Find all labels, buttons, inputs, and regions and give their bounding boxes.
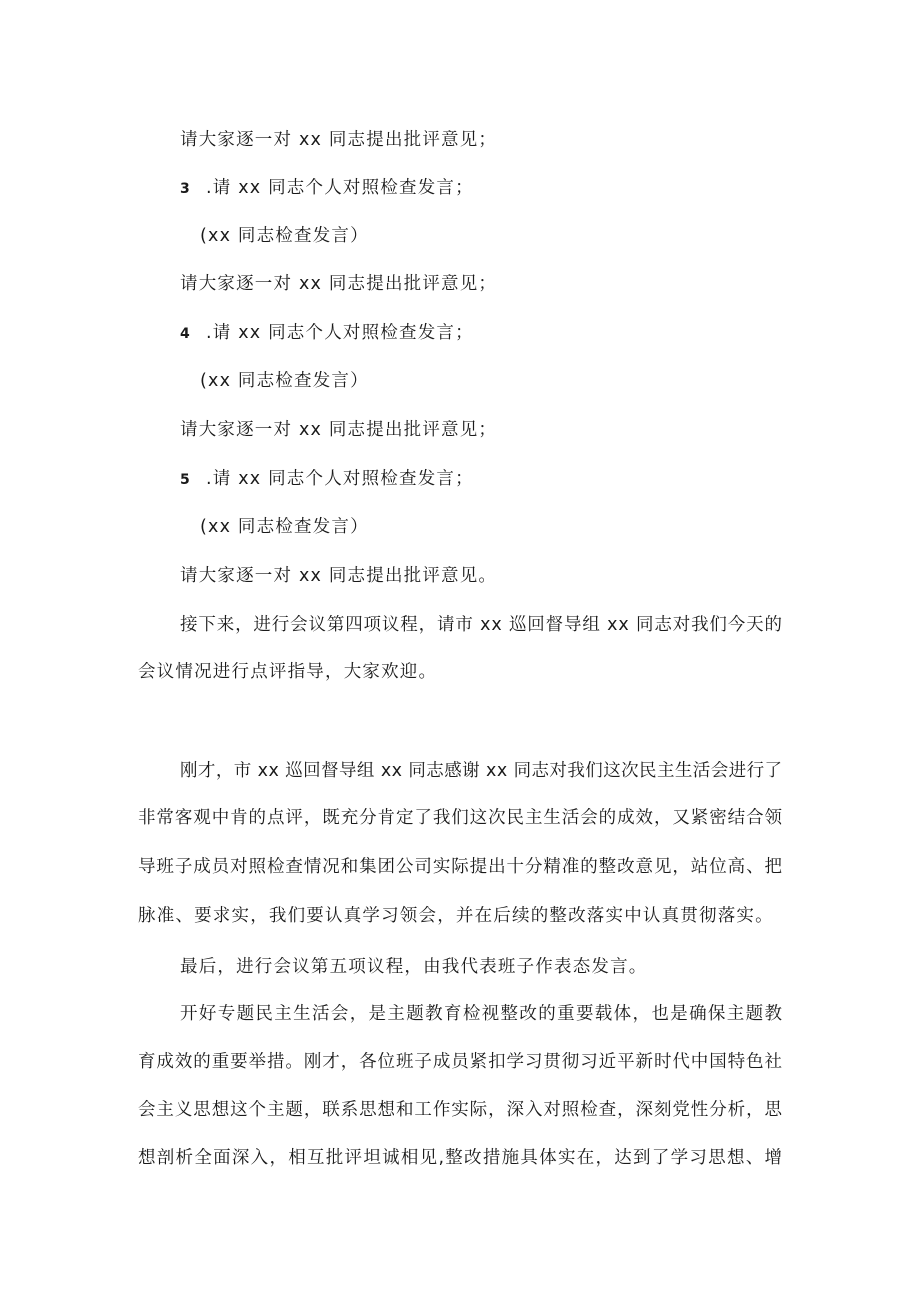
- item-number: 3: [180, 181, 190, 197]
- numbered-item: [180, 176, 474, 201]
- item-dot: .: [206, 469, 213, 489]
- numbered-item: [180, 321, 474, 346]
- item-number: 4: [180, 326, 190, 342]
- item-text: 请 xx 同志个人对照检查发言；: [212, 469, 474, 489]
- paragraph-line: 最后，进行会议第五项议程，由我代表班子作表态发言。: [180, 957, 648, 977]
- text-line: 请大家逐一对 xx 同志提出批评意见。: [180, 566, 498, 586]
- text-line: (xx 同志检查发言）: [200, 517, 369, 537]
- paragraph-line: 育成效的重要举措。刚才，各位班子成员紧扣学习贯彻习近平新时代中国特色社: [138, 1052, 783, 1072]
- item-text: 请 xx 同志个人对照检查发言；: [212, 178, 474, 198]
- item-text: 请 xx 同志个人对照检查发言；: [212, 323, 474, 343]
- paragraph-line: 想剖析全面深入，相互批评坦诚相见,整改措施具体实在，达到了学习思想、增: [138, 1148, 784, 1168]
- paragraph-line: 导班子成员对照检查情况和集团公司实际提出十分精准的整改意见，站位高、把: [138, 857, 783, 877]
- item-dot: .: [206, 178, 213, 198]
- paragraph-line: 非常客观中肯的点评，既充分肯定了我们这次民主生活会的成效，又紧密结合领: [138, 808, 783, 828]
- item-dot: .: [206, 323, 213, 343]
- paragraph-line: 脉准、要求实，我们要认真学习领会，并在后续的整改落实中认真贯彻落实。: [138, 906, 774, 926]
- paragraph-line: 会主义思想这个主题，联系思想和工作实际，深入对照检查，深刻党性分析，思: [138, 1100, 783, 1120]
- paragraph-line: 开好专题民主生活会，是主题教育检视整改的重要载体，也是确保主题教: [180, 1004, 784, 1024]
- text-line: 请大家逐一对 xx 同志提出批评意见；: [180, 420, 498, 440]
- text-line: (xx 同志检查发言）: [200, 226, 369, 246]
- paragraph-line: 刚才，市 xx 巡回督导组 xx 同志感谢 xx 同志对我们这次民主生活会进行了: [180, 761, 783, 781]
- paragraph-line: 接下来，进行会议第四项议程，请市 xx 巡回督导组 xx 同志对我们今天的: [180, 615, 783, 635]
- numbered-item: [180, 467, 474, 492]
- text-line: (xx 同志检查发言）: [200, 371, 369, 391]
- text-line: 请大家逐一对 xx 同志提出批评意见；: [180, 130, 498, 150]
- item-number: 5: [180, 472, 190, 488]
- paragraph-line: 会议情况进行点评指导，大家欢迎。: [138, 662, 438, 682]
- text-line: 请大家逐一对 xx 同志提出批评意见；: [180, 274, 498, 294]
